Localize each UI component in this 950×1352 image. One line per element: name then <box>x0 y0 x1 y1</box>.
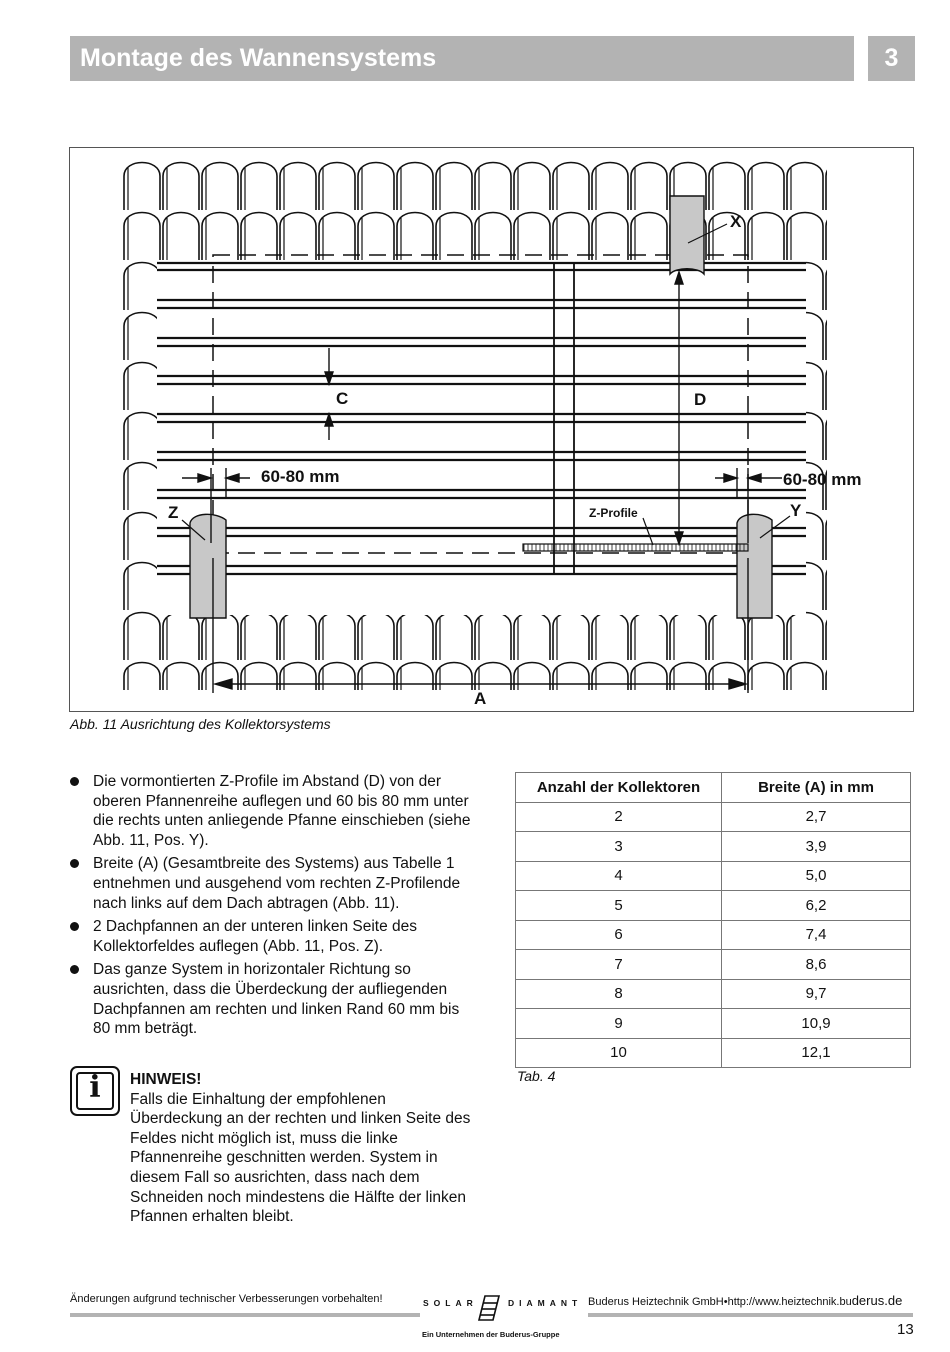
instruction-list <box>70 772 475 1043</box>
list-item-text: Das ganze System in horizontaler Richtung so ausrichten, dass die Überdeckung der aufliegenden Dachpfannen am rechten und linken Rand 60 mm bis 80 mm beträgt. <box>93 961 460 1038</box>
list-item-text: 2 Dachpfannen an der unteren linken Seite des Kollektorfeldes auflegen (Abb. 11, Pos. Z). <box>93 918 418 955</box>
table-cell: 9,7 <box>722 979 911 1009</box>
table-row <box>516 891 911 921</box>
label-z-profile: Z-Profile <box>589 506 638 520</box>
table-header: Anzahl der Kollektoren <box>516 773 722 803</box>
table-header-row <box>516 773 911 803</box>
section-title: Montage des Wannensystems <box>70 36 854 81</box>
label-z: Z <box>168 503 179 522</box>
table-cell: 12,1 <box>722 1038 911 1068</box>
label-dist-right: 60-80 mm <box>783 470 862 489</box>
logo-subtitle: Ein Unternehmen der Buderus-Gruppe <box>422 1330 560 1339</box>
list-item-text: Die vormontierten Z-Profile im Abstand (D) von der oberen Pfannenreihe auflegen und 60 bis 80 mm unter die rechts unten anliegende Pfanne einschieben (siehe Abb. 11, Pos. Y). <box>93 773 471 849</box>
table-row <box>516 950 911 980</box>
label-a: A <box>474 689 487 708</box>
width-table <box>515 772 911 1068</box>
table-cell: 4 <box>516 861 722 891</box>
footer-company-prefix: Buderus Heiztechnik GmbH•http://www.heiztechnik.bu <box>588 1296 852 1308</box>
table-cell: 3,9 <box>722 832 911 862</box>
list-item <box>70 917 475 956</box>
table-cell: 10,9 <box>722 1009 911 1039</box>
roof-diagram <box>70 148 915 713</box>
label-d: D <box>694 390 707 409</box>
table-row <box>516 1038 911 1068</box>
table-row <box>516 979 911 1009</box>
footer-disclaimer: Änderungen aufgrund technischer Verbesserungen vorbehalten! <box>70 1293 383 1305</box>
table-cell: 7,4 <box>722 920 911 950</box>
tile-z-grey <box>190 514 226 618</box>
table-row <box>516 861 911 891</box>
list-item <box>70 772 475 850</box>
table-header: Breite (A) in mm <box>722 773 911 803</box>
table-caption: Tab. 4 <box>517 1068 556 1084</box>
footer-divider-left <box>70 1313 420 1317</box>
label-dist-left: 60-80 mm <box>261 467 340 486</box>
list-item <box>70 960 475 1038</box>
logo-text-diamant: DIAMANT <box>508 1298 583 1308</box>
table-cell: 10 <box>516 1038 722 1068</box>
table-cell: 2,7 <box>722 802 911 832</box>
table-cell: 6 <box>516 920 722 950</box>
table-cell: 9 <box>516 1009 722 1039</box>
footer-company <box>588 1293 902 1308</box>
table-row <box>516 920 911 950</box>
table-cell: 7 <box>516 950 722 980</box>
table-cell: 3 <box>516 832 722 862</box>
z-profile-rail <box>523 544 748 551</box>
tile-y-grey <box>737 514 772 618</box>
list-item-text: Breite (A) (Gesamtbreite des Systems) aus Tabelle 1 entnehmen und ausgehend vom rechten Z-Profilende nach links auf dem Dach abtragen (Abb. 11). <box>93 855 461 912</box>
figure-roof-alignment <box>69 147 914 712</box>
footer-divider-right <box>588 1313 913 1317</box>
figure-caption: Abb. 11 Ausrichtung des Kollektorsystems <box>70 716 331 732</box>
logo-text-solar: SOLAR <box>423 1298 478 1308</box>
label-c: C <box>336 389 349 408</box>
table-cell: 2 <box>516 802 722 832</box>
page-number: 13 <box>897 1321 914 1338</box>
table-row <box>516 1009 911 1039</box>
note-box <box>130 1070 475 1227</box>
bullet-icon <box>70 777 79 786</box>
list-item <box>70 854 475 913</box>
table-cell: 8 <box>516 979 722 1009</box>
info-icon: i <box>70 1066 120 1116</box>
tile-x-grey <box>670 196 704 274</box>
bullet-icon <box>70 859 79 868</box>
table-cell: 6,2 <box>722 891 911 921</box>
bullet-icon <box>70 922 79 931</box>
note-title: HINWEIS! <box>130 1071 202 1088</box>
table-cell: 5 <box>516 891 722 921</box>
footer-company-suffix: derus.de <box>851 1293 903 1308</box>
table-row <box>516 802 911 832</box>
diamond-logo-icon <box>475 1294 503 1327</box>
label-x: X <box>730 212 742 231</box>
note-text: Falls die Einhaltung der empfohlenen Überdeckung an der rechten und linken Seite des Feldes nicht möglich ist, muss die linke Pfannenreihe geschnitten werden. System in diesem Fall so ausrichten, dass nach dem Schneiden noch mindestens die Hälfte der linken Pfannen erhalten bleibt. <box>130 1090 471 1226</box>
bullet-icon <box>70 965 79 974</box>
chapter-number: 3 <box>868 36 915 81</box>
table-cell: 5,0 <box>722 861 911 891</box>
table-cell: 8,6 <box>722 950 911 980</box>
table-row <box>516 832 911 862</box>
label-y: Y <box>790 501 802 520</box>
